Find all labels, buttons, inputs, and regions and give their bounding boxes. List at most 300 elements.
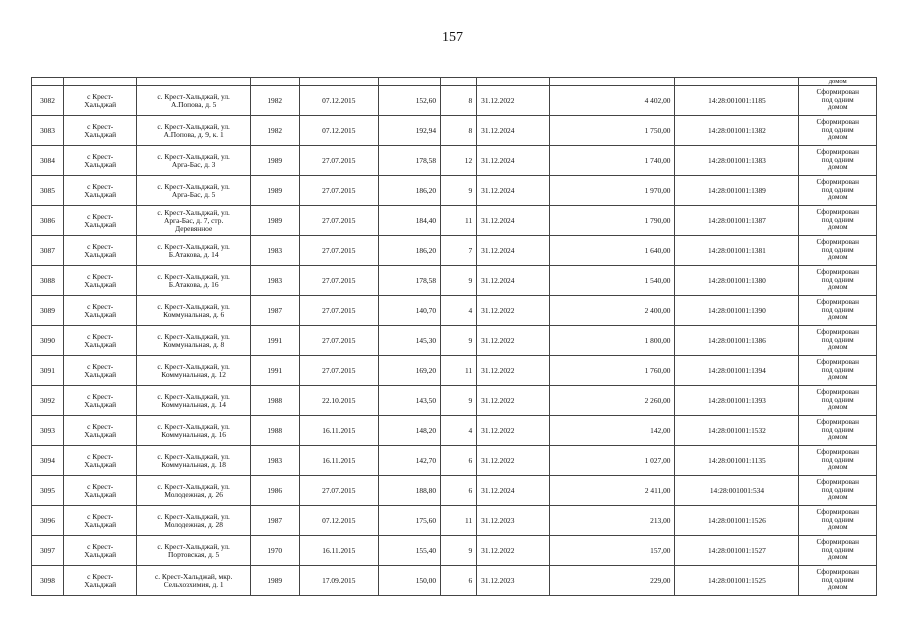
deadline-cell: 31.12.2022 — [477, 296, 550, 326]
cadastral-number-cell: 14:28:001001:1387 — [675, 206, 799, 236]
formation-method-line: под одним — [821, 425, 854, 434]
settlement-line: Хальджай — [84, 99, 117, 109]
formation-method-line: под одним — [821, 365, 854, 374]
address-line: Арга-Бас, д. 3 — [171, 159, 216, 169]
year-built-cell: 1991 — [250, 356, 299, 386]
formation-method-line: Сформирован — [816, 208, 859, 217]
year-built-cell: 1983 — [250, 446, 299, 476]
table-row — [32, 206, 877, 236]
formation-method-cell — [799, 566, 877, 596]
address-line: Коммунальная, д. 16 — [161, 429, 226, 439]
deadline-cell: 31.12.2022 — [477, 356, 550, 386]
deadline-cell: 31.12.2024 — [477, 116, 550, 146]
address-line: с. Крест-Хальджай, ул. — [157, 271, 230, 281]
cost-cell: 4 402,00 — [550, 86, 675, 116]
apartments-cell: 4 — [441, 416, 477, 446]
address-line: Арга-Бас, д. 5 — [171, 189, 216, 199]
formation-method-line: домом — [827, 193, 848, 202]
address-line: с. Крест-Хальджай, ул. — [157, 121, 230, 131]
date-cell: 07.12.2015 — [299, 116, 379, 146]
settlement-line: с Крест- — [87, 571, 114, 581]
address-cell — [137, 266, 251, 296]
formation-method-line: домом — [827, 373, 848, 382]
table-body — [32, 78, 877, 596]
cost-cell: 1 027,00 — [550, 446, 675, 476]
formation-method-line: Сформирован — [816, 178, 859, 187]
settlement-cell — [64, 506, 137, 536]
continued-method-cell: домом — [799, 78, 877, 86]
settlement-line: с Крест- — [87, 391, 114, 401]
area-cell: 192,94 — [379, 116, 441, 146]
address-line: с. Крест-Хальджай, ул. — [157, 511, 230, 521]
address-line: с. Крест-Хальджай, ул. — [157, 301, 230, 311]
formation-method-line: домом — [827, 313, 848, 322]
apartments-cell: 4 — [441, 296, 477, 326]
deadline-cell: 31.12.2024 — [477, 206, 550, 236]
formation-method-line: под одним — [821, 395, 854, 404]
formation-method-cell — [799, 476, 877, 506]
cost-cell: 1 970,00 — [550, 176, 675, 206]
apartments-cell: 9 — [441, 326, 477, 356]
settlement-cell — [64, 446, 137, 476]
address-cell — [137, 86, 251, 116]
cost-cell: 2 400,00 — [550, 296, 675, 326]
address-cell — [137, 566, 251, 596]
settlement-line: Хальджай — [84, 399, 117, 409]
cadastral-number-cell: 14:28:001001:1526 — [675, 506, 799, 536]
apartments-cell: 7 — [441, 236, 477, 266]
address-line: Деревянное — [175, 223, 213, 233]
table-row — [32, 476, 877, 506]
settlement-line: с Крест- — [87, 421, 114, 431]
cost-cell: 1 640,00 — [550, 236, 675, 266]
cost-cell: 213,00 — [550, 506, 675, 536]
settlement-line: с Крест- — [87, 151, 114, 161]
formation-method-line: домом — [827, 493, 848, 502]
formation-method-line: под одним — [821, 155, 854, 164]
formation-method-cell — [799, 86, 877, 116]
area-cell: 145,30 — [379, 326, 441, 356]
formation-method-line: под одним — [821, 245, 854, 254]
cost-cell: 2 260,00 — [550, 386, 675, 416]
area-cell: 155,40 — [379, 536, 441, 566]
deadline-cell: 31.12.2022 — [477, 536, 550, 566]
address-cell — [137, 146, 251, 176]
cadastral-number-cell: 14:28:001001:1381 — [675, 236, 799, 266]
formation-method-cell — [799, 146, 877, 176]
row-number-cell: 3085 — [32, 176, 64, 206]
address-line: с. Крест-Хальджай, ул. — [157, 391, 230, 401]
table-row — [32, 326, 877, 356]
settlement-line: с Крест- — [87, 301, 114, 311]
settlement-line: с Крест- — [87, 361, 114, 371]
year-built-cell: 1989 — [250, 566, 299, 596]
apartments-cell: 11 — [441, 356, 477, 386]
cost-cell: 1 740,00 — [550, 146, 675, 176]
address-line: Сельхозхимия, д. 1 — [163, 579, 224, 589]
settlement-line: с Крест- — [87, 271, 114, 281]
apartments-cell: 8 — [441, 116, 477, 146]
formation-method-cell — [799, 236, 877, 266]
address-cell — [137, 296, 251, 326]
settlement-line: Хальджай — [84, 129, 117, 139]
address-line: с. Крест-Хальджай, ул. — [157, 361, 230, 371]
address-cell — [137, 356, 251, 386]
formation-method-line: под одним — [821, 515, 854, 524]
address-cell — [137, 476, 251, 506]
area-cell: 184,40 — [379, 206, 441, 236]
settlement-line: с Крест- — [87, 541, 114, 551]
table-row — [32, 356, 877, 386]
table-row — [32, 236, 877, 266]
settlement-line: Хальджай — [84, 279, 117, 289]
formation-method-line: домом — [827, 553, 848, 562]
address-line: Портовская, д. 5 — [168, 549, 220, 559]
continued-header-row — [32, 78, 877, 86]
formation-method-line: домом — [827, 133, 848, 142]
date-cell: 17.09.2015 — [299, 566, 379, 596]
deadline-cell: 31.12.2022 — [477, 86, 550, 116]
cost-cell: 2 411,00 — [550, 476, 675, 506]
settlement-line: Хальджай — [84, 579, 117, 589]
address-line: Коммунальная, д. 14 — [161, 399, 226, 409]
table-row — [32, 566, 877, 596]
formation-method-line: Сформирован — [816, 118, 859, 127]
date-cell: 07.12.2015 — [299, 86, 379, 116]
date-cell: 07.12.2015 — [299, 506, 379, 536]
area-cell: 150,00 — [379, 566, 441, 596]
address-line: с. Крест-Хальджай, ул. — [157, 421, 230, 431]
address-line: Коммунальная, д. 12 — [161, 369, 226, 379]
cost-cell: 1 540,00 — [550, 266, 675, 296]
date-cell: 27.07.2015 — [299, 476, 379, 506]
apartments-cell: 6 — [441, 446, 477, 476]
formation-method-line: домом — [827, 103, 848, 112]
deadline-cell: 31.12.2024 — [477, 266, 550, 296]
address-line: с. Крест-Хальджай, ул. — [157, 331, 230, 341]
year-built-cell: 1970 — [250, 536, 299, 566]
address-line: Б.Атакова, д. 14 — [168, 249, 219, 259]
year-built-cell: 1991 — [250, 326, 299, 356]
settlement-line: Хальджай — [84, 219, 117, 229]
address-line: с. Крест-Хальджай, ул. — [157, 207, 230, 217]
formation-method-line: Сформирован — [816, 148, 859, 157]
formation-method-cell — [799, 116, 877, 146]
address-cell — [137, 236, 251, 266]
formation-method-line: домом — [827, 583, 848, 592]
settlement-line: Хальджай — [84, 459, 117, 469]
formation-method-line: домом — [827, 343, 848, 352]
row-number-cell: 3086 — [32, 206, 64, 236]
apartments-cell: 6 — [441, 476, 477, 506]
row-number-cell: 3094 — [32, 446, 64, 476]
formation-method-line: Сформирован — [816, 538, 859, 547]
address-line: Молодежная, д. 28 — [164, 519, 223, 529]
table-row — [32, 536, 877, 566]
address-line: с. Крест-Хальджай, ул. — [157, 541, 230, 551]
cost-cell: 1 750,00 — [550, 116, 675, 146]
apartments-cell: 8 — [441, 86, 477, 116]
formation-method-line: Сформирован — [816, 508, 859, 517]
settlement-line: Хальджай — [84, 429, 117, 439]
row-number-cell: 3089 — [32, 296, 64, 326]
row-number-cell: 3087 — [32, 236, 64, 266]
formation-method-line: под одним — [821, 455, 854, 464]
table-row — [32, 266, 877, 296]
settlement-line: Хальджай — [84, 489, 117, 499]
address-line: Молодежная, д. 26 — [164, 489, 223, 499]
address-line: А.Попова, д. 5 — [170, 99, 217, 109]
area-cell: 186,20 — [379, 236, 441, 266]
year-built-cell: 1983 — [250, 236, 299, 266]
date-cell: 27.07.2015 — [299, 326, 379, 356]
cadastral-number-cell: 14:28:001001:1527 — [675, 536, 799, 566]
settlement-line: с Крест- — [87, 121, 114, 131]
formation-method-cell — [799, 206, 877, 236]
formation-method-line: под одним — [821, 275, 854, 284]
address-cell — [137, 386, 251, 416]
area-cell: 152,60 — [379, 86, 441, 116]
date-cell: 27.07.2015 — [299, 236, 379, 266]
apartments-cell: 6 — [441, 566, 477, 596]
area-cell: 142,70 — [379, 446, 441, 476]
formation-method-line: Сформирован — [816, 388, 859, 397]
address-line: с. Крест-Хальджай, ул. — [157, 151, 230, 161]
settlement-line: Хальджай — [84, 249, 117, 259]
apartments-cell: 9 — [441, 266, 477, 296]
settlement-cell — [64, 206, 137, 236]
address-cell — [137, 116, 251, 146]
apartments-cell: 11 — [441, 506, 477, 536]
row-number-cell: 3088 — [32, 266, 64, 296]
settlement-cell — [64, 146, 137, 176]
table-row — [32, 416, 877, 446]
settlement-cell — [64, 566, 137, 596]
deadline-cell: 31.12.2024 — [477, 146, 550, 176]
area-cell: 175,60 — [379, 506, 441, 536]
formation-method-line: Сформирован — [816, 298, 859, 307]
settlement-line: с Крест- — [87, 451, 114, 461]
deadline-cell: 31.12.2024 — [477, 236, 550, 266]
row-number-cell: 3092 — [32, 386, 64, 416]
settlement-cell — [64, 266, 137, 296]
row-number-cell: 3091 — [32, 356, 64, 386]
formation-method-line: Сформирован — [816, 418, 859, 427]
formation-method-cell — [799, 386, 877, 416]
row-number-cell: 3095 — [32, 476, 64, 506]
formation-method-line: домом — [827, 253, 848, 262]
area-cell: 148,20 — [379, 416, 441, 446]
formation-method-line: Сформирован — [816, 88, 859, 97]
deadline-cell: 31.12.2023 — [477, 566, 550, 596]
apartments-cell: 12 — [441, 146, 477, 176]
formation-method-cell — [799, 506, 877, 536]
formation-method-line: под одним — [821, 215, 854, 224]
formation-method-line: под одним — [821, 305, 854, 314]
apartments-cell: 11 — [441, 206, 477, 236]
year-built-cell: 1986 — [250, 476, 299, 506]
area-cell: 188,80 — [379, 476, 441, 506]
page-number: 157 — [442, 30, 463, 45]
year-built-cell: 1982 — [250, 116, 299, 146]
address-line: Коммунальная, д. 18 — [161, 459, 226, 469]
settlement-line: с Крест- — [87, 511, 114, 521]
formation-method-cell — [799, 356, 877, 386]
table-row — [32, 296, 877, 326]
address-line: с. Крест-Хальджай, ул. — [157, 451, 230, 461]
formation-method-line: домом — [827, 283, 848, 292]
formation-method-cell — [799, 446, 877, 476]
formation-method-line: домом — [827, 403, 848, 412]
settlement-line: с Крест- — [87, 211, 114, 221]
cadastral-number-cell: 14:28:001001:1386 — [675, 326, 799, 356]
settlement-cell — [64, 356, 137, 386]
formation-method-cell — [799, 326, 877, 356]
cost-cell: 1 760,00 — [550, 356, 675, 386]
table-row — [32, 446, 877, 476]
row-number-cell: 3098 — [32, 566, 64, 596]
area-cell: 178,58 — [379, 146, 441, 176]
cadastral-number-cell: 14:28:001001:1532 — [675, 416, 799, 446]
deadline-cell: 31.12.2024 — [477, 476, 550, 506]
address-line: Коммунальная, д. 8 — [163, 339, 225, 349]
formation-method-cell — [799, 536, 877, 566]
table-row — [32, 386, 877, 416]
table-row — [32, 116, 877, 146]
address-cell — [137, 176, 251, 206]
year-built-cell: 1989 — [250, 206, 299, 236]
area-cell: 143,50 — [379, 386, 441, 416]
date-cell: 22.10.2015 — [299, 386, 379, 416]
formation-method-line: под одним — [821, 95, 854, 104]
year-built-cell: 1983 — [250, 266, 299, 296]
address-cell — [137, 416, 251, 446]
apartments-cell: 9 — [441, 536, 477, 566]
settlement-cell — [64, 386, 137, 416]
settlement-cell — [64, 536, 137, 566]
address-line: с. Крест-Хальджай, ул. — [157, 91, 230, 101]
formation-method-line: Сформирован — [816, 478, 859, 487]
cadastral-number-cell: 14:28:001001:1380 — [675, 266, 799, 296]
settlement-line: Хальджай — [84, 519, 117, 529]
address-cell — [137, 506, 251, 536]
formation-method-line: под одним — [821, 545, 854, 554]
formation-method-line: под одним — [821, 185, 854, 194]
cost-cell: 157,00 — [550, 536, 675, 566]
table-row — [32, 146, 877, 176]
formation-method-line: Сформирован — [816, 328, 859, 337]
apartments-cell: 9 — [441, 386, 477, 416]
table-row — [32, 86, 877, 116]
settlement-line: с Крест- — [87, 181, 114, 191]
deadline-cell: 31.12.2022 — [477, 326, 550, 356]
date-cell: 27.07.2015 — [299, 266, 379, 296]
formation-method-line: Сформирован — [816, 268, 859, 277]
row-number-cell: 3090 — [32, 326, 64, 356]
year-built-cell: 1988 — [250, 386, 299, 416]
formation-method-line: домом — [827, 523, 848, 532]
settlement-line: с Крест- — [87, 331, 114, 341]
cadastral-number-cell: 14:28:001001:1389 — [675, 176, 799, 206]
settlement-line: Хальджай — [84, 369, 117, 379]
settlement-line: Хальджай — [84, 309, 117, 319]
cadastral-number-cell: 14:28:001001:1382 — [675, 116, 799, 146]
formation-method-line: под одним — [821, 485, 854, 494]
settlement-line: с Крест- — [87, 241, 114, 251]
settlement-cell — [64, 476, 137, 506]
formation-method-line: домом — [827, 433, 848, 442]
formation-method-line: Сформирован — [816, 238, 859, 247]
year-built-cell: 1982 — [250, 86, 299, 116]
cadastral-number-cell: 14:28:001001:1135 — [675, 446, 799, 476]
address-line: А.Попова, д. 9, к. 1 — [163, 129, 224, 139]
settlement-cell — [64, 86, 137, 116]
address-line: Арга-Бас, д. 7, стр. — [164, 215, 224, 225]
address-line: с. Крест-Хальджай, ул. — [157, 181, 230, 191]
deadline-cell: 31.12.2022 — [477, 386, 550, 416]
cadastral-number-cell: 14:28:001001:1525 — [675, 566, 799, 596]
cadastral-number-cell: 14:28:001001:1390 — [675, 296, 799, 326]
date-cell: 16.11.2015 — [299, 416, 379, 446]
settlement-line: Хальджай — [84, 159, 117, 169]
deadline-cell: 31.12.2024 — [477, 176, 550, 206]
date-cell: 27.07.2015 — [299, 356, 379, 386]
settlement-line: с Крест- — [87, 481, 114, 491]
table-row — [32, 176, 877, 206]
area-cell: 169,20 — [379, 356, 441, 386]
formation-method-cell — [799, 296, 877, 326]
formation-method-line: Сформирован — [816, 448, 859, 457]
cost-cell: 1 790,00 — [550, 206, 675, 236]
row-number-cell: 3097 — [32, 536, 64, 566]
date-cell: 27.07.2015 — [299, 296, 379, 326]
settlement-line: с Крест- — [87, 91, 114, 101]
apartments-cell: 9 — [441, 176, 477, 206]
deadline-cell: 31.12.2022 — [477, 446, 550, 476]
date-cell: 27.07.2015 — [299, 176, 379, 206]
date-cell: 16.11.2015 — [299, 536, 379, 566]
formation-method-line: под одним — [821, 335, 854, 344]
settlement-cell — [64, 326, 137, 356]
cost-cell: 1 800,00 — [550, 326, 675, 356]
table-row — [32, 506, 877, 536]
housing-registry-table — [31, 77, 877, 596]
formation-method-line: домом — [827, 163, 848, 172]
settlement-cell — [64, 116, 137, 146]
settlement-line: Хальджай — [84, 339, 117, 349]
year-built-cell: 1989 — [250, 176, 299, 206]
cadastral-number-cell: 14:28:001001:1393 — [675, 386, 799, 416]
year-built-cell: 1989 — [250, 146, 299, 176]
formation-method-line: домом — [827, 463, 848, 472]
cadastral-number-cell: 14:28:001001:1394 — [675, 356, 799, 386]
formation-method-line: под одним — [821, 575, 854, 584]
formation-method-cell — [799, 176, 877, 206]
settlement-cell — [64, 416, 137, 446]
address-cell — [137, 446, 251, 476]
date-cell: 27.07.2015 — [299, 206, 379, 236]
settlement-line: Хальджай — [84, 189, 117, 199]
formation-method-line: Сформирован — [816, 358, 859, 367]
address-line: с. Крест-Хальджай, мкр. — [154, 571, 233, 581]
area-cell: 178,58 — [379, 266, 441, 296]
cadastral-number-cell: 14:28:001001:534 — [675, 476, 799, 506]
row-number-cell: 3093 — [32, 416, 64, 446]
date-cell: 27.07.2015 — [299, 146, 379, 176]
address-line: с. Крест-Хальджай, ул. — [157, 481, 230, 491]
year-built-cell: 1987 — [250, 296, 299, 326]
formation-method-line: домом — [827, 223, 848, 232]
